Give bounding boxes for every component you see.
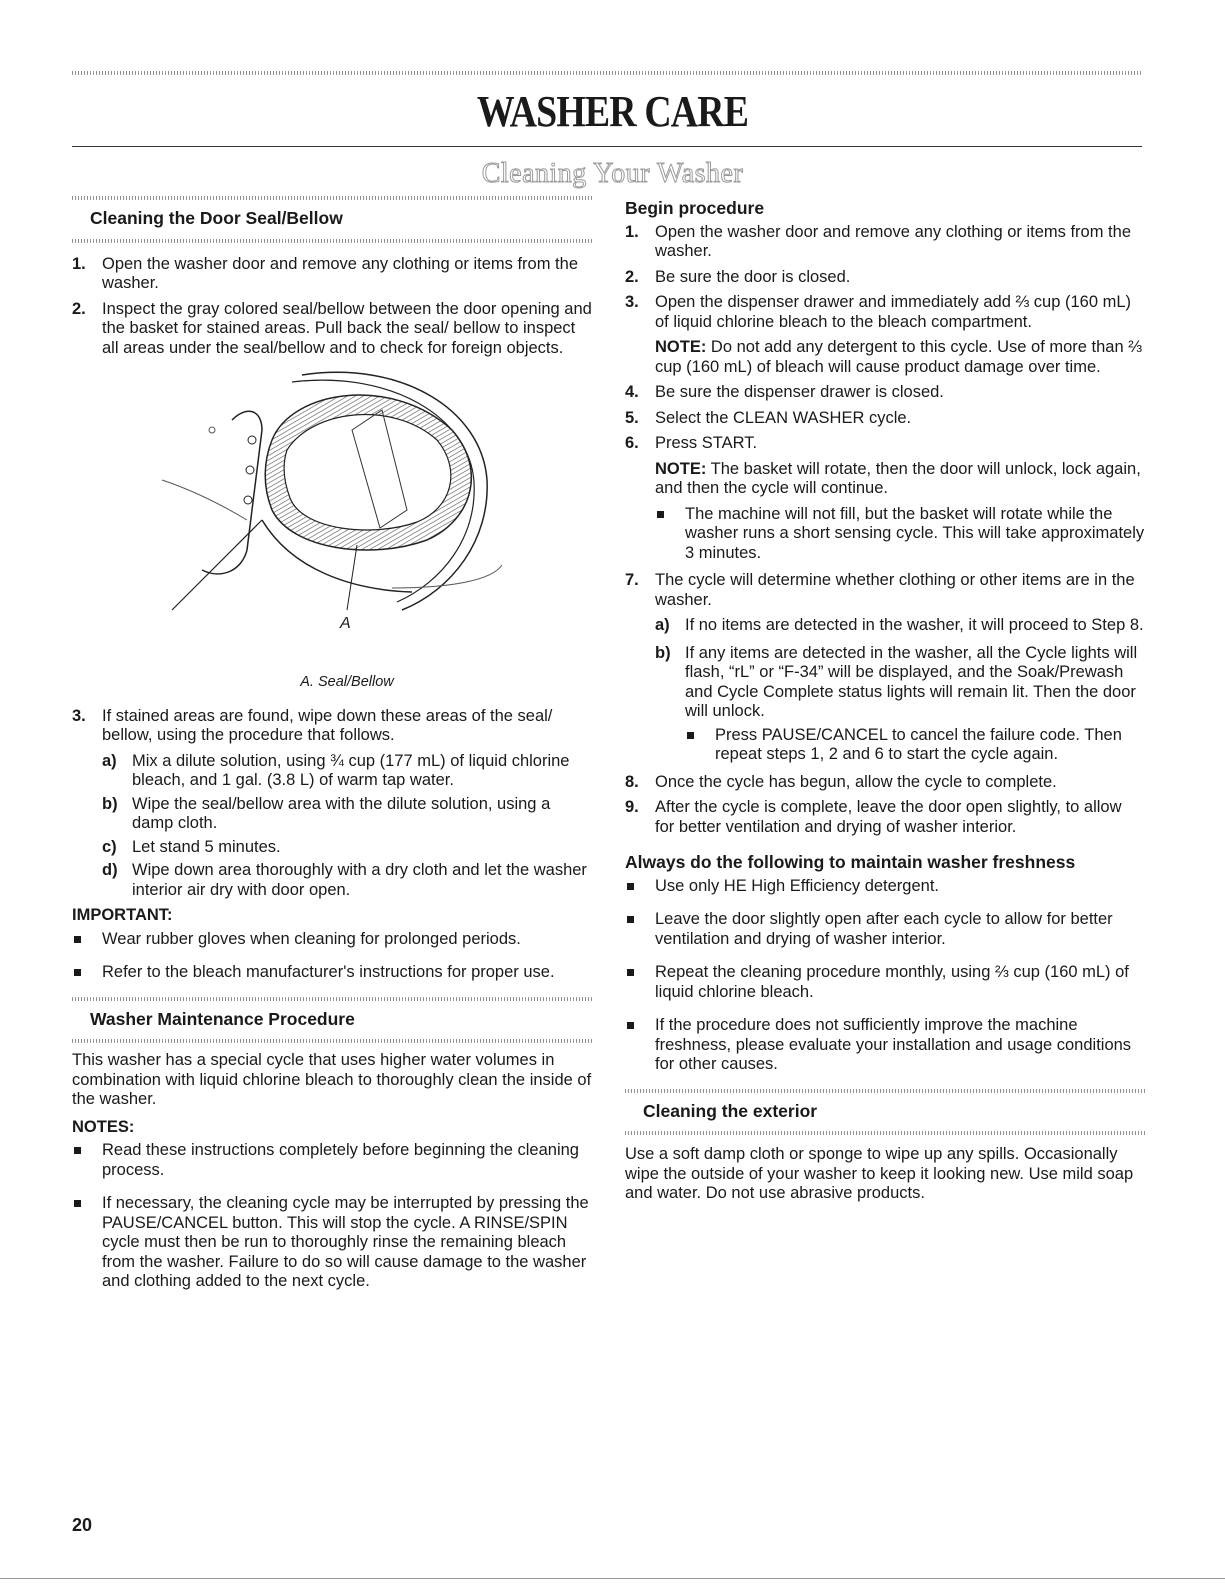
bullet-text: Use only HE High Efficiency detergent. — [655, 876, 940, 895]
step-text: Be sure the dispenser drawer is closed. — [655, 383, 944, 401]
list-item — [625, 409, 1145, 429]
list-item — [72, 838, 592, 858]
list-item — [625, 293, 1145, 332]
maintenance-notes — [72, 1141, 592, 1292]
bullet-text: Repeat the cleaning procedure monthly, using ⅔ cup (160 mL) of liquid chlorine bleach. — [655, 963, 1129, 1001]
section-heading-exterior: Cleaning the exterior — [625, 1089, 1145, 1136]
bullet-square-icon — [74, 1147, 81, 1154]
substep-text: If no items are detected in the washer, it will proceed to Step 8. — [685, 616, 1144, 634]
step-text: Be sure the door is closed. — [655, 267, 851, 286]
substep-text: Wipe the seal/bellow area with the dilute solution, using a damp cloth. — [132, 794, 551, 832]
note-text: The basket will rotate, then the door will unlock, lock again, and then the cycle will continue. — [655, 459, 1141, 497]
list-item — [625, 963, 1145, 1002]
list-item — [72, 963, 592, 983]
step-text: The cycle will determine whether clothing or other items are in the washer. — [655, 571, 1135, 609]
notes-label: NOTES: — [72, 1117, 135, 1136]
substep-text: If any items are detected in the washer, all the Cycle lights will flash, “rL” or “F-34” will be displayed, and the Soak/Prewash and Cycle Complete status lights will remain lit. Then the door will unlock. — [685, 643, 1138, 720]
step-text: Open the washer door and remove any clothing or items from the washer. — [655, 222, 1131, 260]
bullet-text: Wear rubber gloves when cleaning for prolonged periods. — [102, 929, 521, 948]
list-item — [72, 300, 592, 359]
bullet-text: Read these instructions completely before beginning the cleaning process. — [102, 1141, 579, 1179]
bullet-text: The machine will not fill, but the basket will rotate while the washer runs a short sensing cycle. This will take approximately 3 minutes. — [685, 504, 1145, 562]
figure-caption: A. Seal/Bellow — [300, 674, 394, 690]
begin-procedure-heading: Begin procedure — [625, 198, 765, 218]
step-number: 2. — [625, 267, 639, 286]
step-text: After the cycle is complete, leave the door open slightly, to allow for better ventilation and drying of washer interior. — [655, 798, 1122, 836]
bullet-square-icon — [74, 1200, 81, 1207]
list-item — [625, 773, 1145, 793]
list-item — [72, 795, 592, 834]
step-text: Inspect the gray colored seal/bellow between the door opening and the basket for stained areas. Pull back the seal/ bellow to inspect all areas under the seal/bellow and to check for foreign objects. — [102, 299, 592, 357]
procedure-steps-continued — [625, 383, 1145, 454]
list-item — [625, 877, 1145, 897]
procedure-final-steps — [625, 773, 1145, 838]
bullet-square-icon — [627, 916, 634, 923]
step-number: 2. — [72, 299, 86, 318]
step-number: 3. — [72, 706, 86, 725]
door-seal-step-3 — [72, 707, 592, 746]
door-seal-substeps — [72, 752, 592, 901]
list-item — [72, 707, 592, 746]
right-column — [625, 199, 1145, 1204]
important-label: IMPORTANT: — [72, 906, 173, 924]
list-item — [625, 644, 1145, 722]
page-title: WASHER CARE — [476, 87, 749, 136]
step-text: Select the CLEAN WASHER cycle. — [655, 408, 912, 427]
procedure-step-7 — [625, 571, 1145, 610]
note-text: Do not add any detergent to this cycle. Use of more than ⅔ cup (160 mL) of bleach will cause product damage over time. — [655, 338, 1143, 376]
list-item — [625, 910, 1145, 949]
page-subtitle: Cleaning Your Washer — [481, 158, 744, 189]
list-item — [625, 223, 1145, 262]
step-text: Once the cycle has begun, allow the cycle to complete. — [655, 772, 1057, 791]
list-item — [625, 798, 1145, 837]
top-dotted-rule — [72, 71, 1142, 75]
list-item — [625, 383, 1145, 403]
substep-letter: b) — [655, 643, 671, 662]
list-item — [72, 930, 592, 950]
bullet-text: Press PAUSE/CANCEL to cancel the failure code. Then repeat steps 1, 2 and 6 to start the cycle again. — [715, 725, 1122, 763]
section-heading-door-seal: Cleaning the Door Seal/Bellow — [72, 196, 592, 243]
step-7b-bullets — [625, 726, 1145, 765]
figure-label-a: A — [340, 615, 351, 632]
list-item — [625, 571, 1145, 610]
substep-text: Wipe down area thoroughly with a dry cloth and let the washer interior air dry with door open. — [132, 861, 587, 899]
freshness-heading: Always do the following to maintain washer freshness — [625, 852, 1076, 872]
bullet-square-icon — [657, 511, 664, 518]
bullet-square-icon — [74, 936, 81, 943]
step-number: 1. — [625, 222, 639, 241]
list-item — [625, 505, 1145, 564]
bullet-square-icon — [627, 1022, 634, 1029]
substep-letter: a) — [655, 616, 670, 634]
step-number: 4. — [625, 383, 639, 401]
step-7-substeps — [625, 616, 1145, 722]
list-item — [625, 616, 1145, 636]
washer-door-illustration — [152, 370, 512, 640]
list-item — [625, 268, 1145, 288]
list-item — [72, 1194, 592, 1292]
step-number: 9. — [625, 798, 639, 816]
substep-letter: d) — [102, 861, 118, 879]
step-text: If stained areas are found, wipe down these areas of the seal/ bellow, using the procedure that follows. — [102, 706, 553, 744]
note-label: NOTE: — [655, 338, 707, 356]
exterior-text: Use a soft damp cloth or sponge to wipe up any spills. Occasionally wipe the outside of your washer to keep it looking new. Use mild soap and water. Do not use abrasive products. — [625, 1145, 1134, 1202]
step-number: 5. — [625, 408, 639, 427]
freshness-bullets — [625, 877, 1145, 1075]
list-item — [625, 434, 1145, 454]
bullet-text: Refer to the bleach manufacturer's instructions for proper use. — [102, 963, 555, 981]
step-number: 8. — [625, 772, 639, 791]
section-heading-maintenance: Washer Maintenance Procedure — [72, 997, 592, 1044]
bullet-square-icon — [687, 732, 694, 739]
list-item — [72, 752, 592, 791]
step-text: Press START. — [655, 434, 758, 452]
procedure-steps — [625, 223, 1145, 333]
door-seal-steps — [72, 255, 592, 359]
bullet-text: Leave the door slightly open after each cycle to allow for better ventilation and drying of washer interior. — [655, 910, 1113, 948]
step-text: Open the washer door and remove any clothing or items from the washer. — [102, 254, 578, 292]
bullet-square-icon — [74, 969, 81, 976]
step-text: Open the dispenser drawer and immediately add ⅔ cup (160 mL) of liquid chlorine bleach to the bleach compartment. — [655, 293, 1132, 331]
left-column — [72, 196, 592, 1306]
step-number: 7. — [625, 571, 639, 589]
step-number: 3. — [625, 293, 639, 311]
important-bullets — [72, 930, 592, 983]
page-number: 20 — [72, 1515, 93, 1535]
list-item — [72, 861, 592, 900]
step-number: 1. — [72, 254, 86, 273]
bullet-text: If the procedure does not sufficiently improve the machine freshness, please evaluate your installation and usage conditions for other causes. — [655, 1016, 1132, 1073]
bottom-rule — [0, 1578, 1225, 1579]
note-label: NOTE: — [655, 459, 707, 478]
note-2 — [625, 460, 1145, 499]
maintenance-intro: This washer has a special cycle that uses higher water volumes in combination with liquid chlorine bleach to thoroughly clean the inside of the washer. — [72, 1051, 592, 1108]
step-number: 6. — [625, 434, 639, 452]
list-item — [72, 1141, 592, 1180]
bullet-square-icon — [627, 969, 634, 976]
list-item — [72, 255, 592, 294]
list-item — [625, 1016, 1145, 1075]
substep-letter: c) — [102, 837, 117, 856]
note-1 — [625, 338, 1145, 377]
list-item — [625, 726, 1145, 765]
substep-text: Mix a dilute solution, using ¾ cup (177 mL) of liquid chlorine bleach, and 1 gal. (3.8 L) of warm tap water. — [132, 751, 570, 789]
bullet-text: If necessary, the cleaning cycle may be interrupted by pressing the PAUSE/CANCEL button. This will stop the cycle. A RINSE/SPIN cycle must then be run to thoroughly rinse the remaining bleach from the washer. Failure to do so will cause damage to the washer and clothing added to the next cycle. — [102, 1194, 589, 1290]
substep-letter: b) — [102, 794, 118, 813]
substep-letter: a) — [102, 751, 117, 770]
bullet-square-icon — [627, 883, 634, 890]
seal-bellow-figure — [72, 370, 592, 665]
substep-text: Let stand 5 minutes. — [132, 837, 281, 856]
step-6-bullets — [625, 505, 1145, 564]
title-underline — [72, 146, 1142, 147]
